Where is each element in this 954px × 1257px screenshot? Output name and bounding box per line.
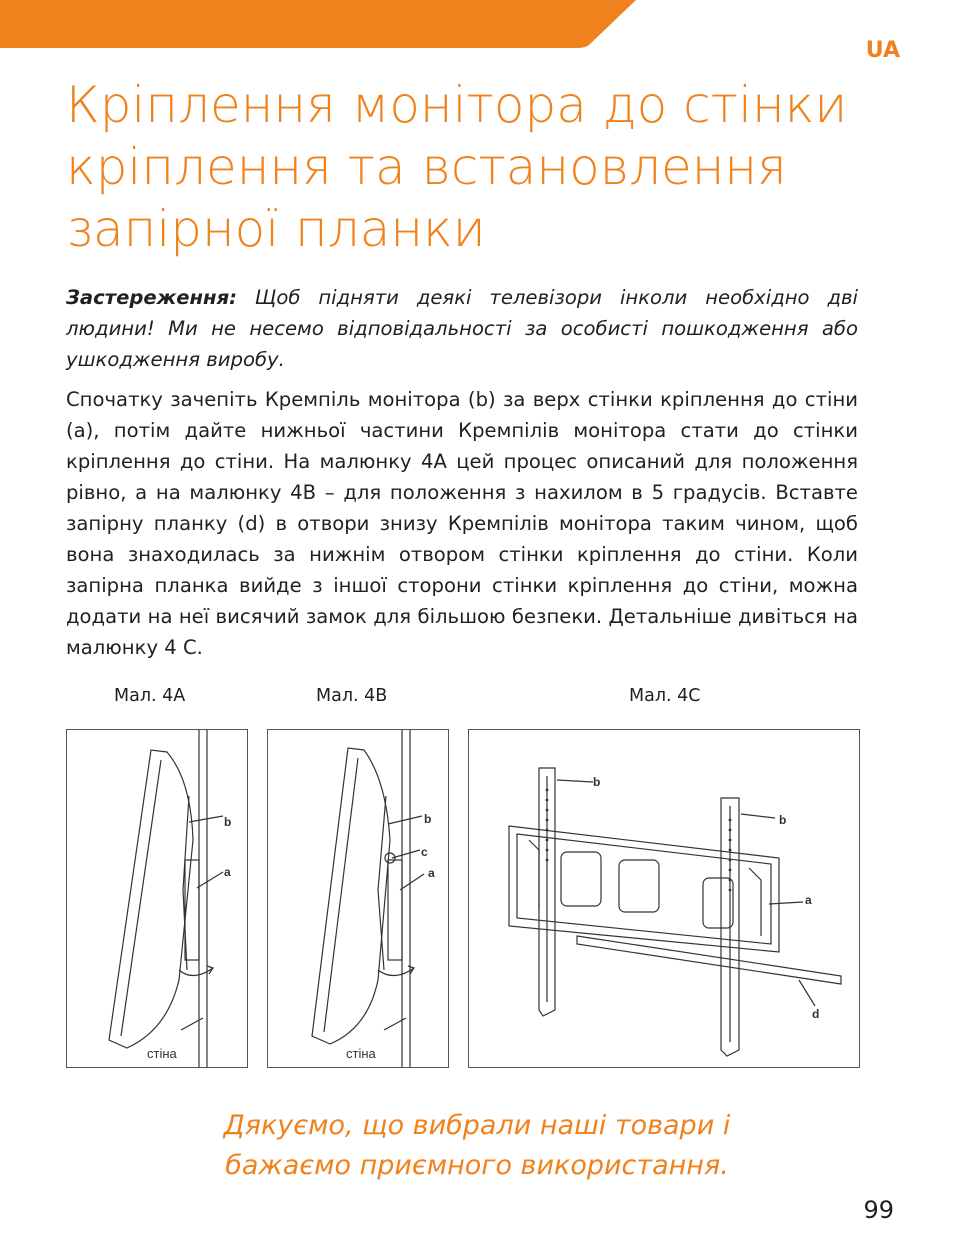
caution-paragraph [66, 282, 858, 375]
thank-you-message [0, 1106, 954, 1186]
figure-4c-drawing [469, 730, 859, 1067]
figure-4b-label-b: b [424, 812, 432, 826]
caution-label: Застереження: [66, 286, 237, 309]
page-title [66, 74, 906, 260]
title-line-1: Кріплення монітора до стінки [66, 76, 848, 134]
figure-4a-caption: Мал. 4A [114, 686, 186, 706]
figure-4b-drawing [268, 730, 448, 1067]
header-accent-bar [0, 0, 636, 48]
instructions-paragraph: Спочатку зачепіть Кремпіль монітора (b) за верх стінки кріплення до стіни (а), потім дайте нижньої частини Кремпілів монітора стати до стінки кріплення до стіни. На малюнку 4A цей процес описаний для положення рівно, а на малюнку 4B – для положення з нахилом в 5 градусів. Вставте запірну планку (d) в отвори знизу Кремпілів монітора таким чином, щоб вона знаходилась за нижнім отвором стінки кріплення до стіни. Коли запірна планка вийде з іншої сторони стінки кріплення до стіни, можна додати на неї висячий замок для більшою безпеки. Детальніше дивіться на малюнку 4 C. [66, 388, 858, 659]
figure-4b-wall-label: стіна [346, 1046, 376, 1061]
figure-4c-label-b-right: b [779, 813, 787, 827]
figure-4c-label-d: d [812, 1007, 820, 1021]
page-number: 99 [863, 1196, 894, 1224]
thank-you-line-1: Дякуємо, що вибрали наші товари і [223, 1110, 731, 1141]
figure-4a-label-b: b [224, 815, 232, 829]
figure-4b-caption: Мал. 4B [316, 686, 388, 706]
caution-text: Щоб підняти деякі телевізори інколи необхідно дві людини! Ми не несемо відповідальності за особисті пошкодження або ушкодження виробу. [66, 286, 858, 371]
figure-4c [468, 729, 860, 1068]
title-line-2: кріплення та встановлення [66, 138, 787, 196]
figure-4c-caption: Мал. 4C [629, 686, 701, 706]
figure-4c-label-a: a [805, 893, 812, 907]
figure-4c-label-b-left: b [593, 775, 601, 789]
language-code: UA [865, 38, 900, 63]
figure-4a-wall-label: стіна [147, 1046, 177, 1061]
figure-4a [66, 729, 248, 1068]
figure-4a-label-a: a [224, 865, 231, 879]
figure-4b-label-a: a [428, 866, 435, 880]
thank-you-line-2: бажаємо приємного використання. [225, 1150, 729, 1181]
title-line-3: запірної планки [66, 200, 486, 258]
figure-4b-label-c: c [421, 845, 428, 859]
figure-4b [267, 729, 449, 1068]
figure-4a-drawing [67, 730, 247, 1067]
